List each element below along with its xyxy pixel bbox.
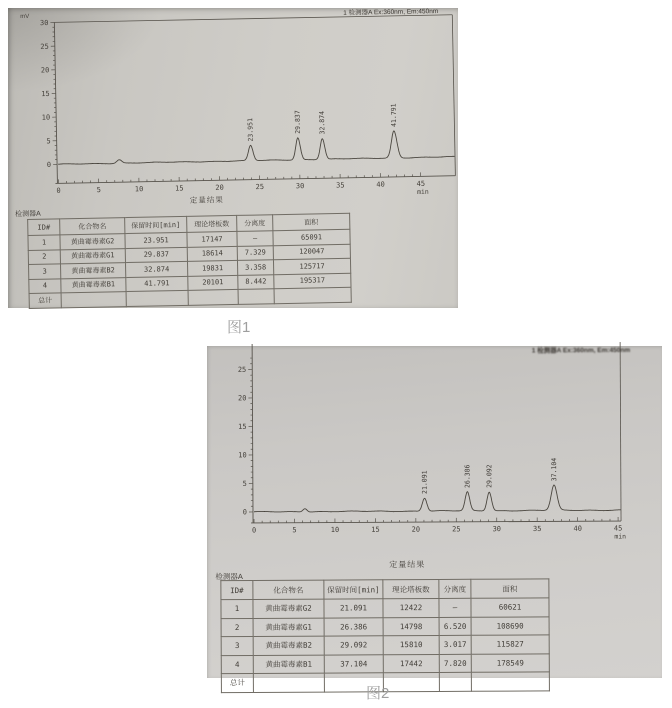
table-cell: 29.092	[324, 636, 383, 655]
x-tick-label: 20	[411, 525, 421, 534]
table-cell: 黄曲霉毒素G1	[253, 618, 324, 637]
table-cell: 7.329	[237, 245, 273, 260]
empty-cell	[126, 290, 188, 306]
photo2-content	[206, 345, 663, 688]
table-cell: 41.791	[126, 276, 188, 292]
table-cell: 6.520	[439, 617, 471, 636]
total-label-cell: 总计	[29, 293, 61, 308]
table-cell: 125717	[273, 258, 350, 274]
y-tick-label: 15	[41, 89, 50, 99]
x-tick-label: 25	[452, 525, 461, 534]
empty-cell	[253, 673, 324, 692]
table-cell: 17442	[383, 654, 439, 673]
table-cell: 黄曲霉毒素B2	[60, 263, 125, 279]
figure1-caption: 图1	[227, 319, 251, 336]
peak-label: 29.092	[485, 464, 494, 488]
x-axis-unit-label: min	[614, 532, 627, 541]
x-tick-label: 0	[251, 526, 257, 535]
table-header-row	[221, 579, 549, 600]
table-row	[221, 635, 549, 655]
table-cell: 178549	[471, 653, 549, 672]
quant-table-2	[220, 578, 550, 692]
table-cell: 115827	[471, 635, 549, 654]
x-tick-label: 30	[295, 182, 305, 191]
plot-right-border	[620, 342, 621, 521]
table-cell: 3.017	[439, 635, 471, 654]
chart-title: 1 检测器A Ex:360nm, Em:450nm	[343, 8, 439, 17]
table-cell: 7.820	[439, 654, 471, 673]
y-tick-label: 20	[237, 394, 247, 403]
detector-label-2: 检测器A	[215, 572, 243, 582]
table-cell: 8.442	[238, 274, 274, 289]
column-header: 面积	[273, 213, 350, 230]
y-axis-line	[252, 344, 253, 523]
table-cell: 1	[28, 235, 60, 250]
y-tick-label: 15	[238, 422, 247, 431]
column-header: 分离度	[439, 579, 471, 598]
photo1-content	[5, 4, 461, 313]
x-tick-label: 45	[613, 524, 623, 533]
column-header: 面积	[471, 579, 549, 598]
table-cell: 黄曲霉毒素B2	[253, 636, 324, 655]
peak-label: 23.951	[246, 117, 255, 142]
x-tick-label: 15	[371, 525, 380, 534]
table-row	[221, 653, 549, 673]
x-tick-label: 40	[573, 524, 582, 533]
table-cell: 108690	[471, 616, 549, 635]
y-tick-label: 10	[41, 113, 51, 122]
y-tick-label: 20	[40, 66, 50, 75]
table-cell: 60621	[471, 598, 549, 617]
empty-cell	[471, 672, 549, 691]
empty-cell	[383, 672, 439, 691]
table-cell: 32.874	[125, 261, 187, 277]
column-header: 分离度	[237, 215, 273, 232]
x-axis-unit-label: min	[416, 187, 429, 196]
y-tick-label: 30	[39, 19, 49, 28]
table-cell: 3.358	[237, 260, 273, 275]
chromatogram-trace	[58, 130, 455, 165]
quant-table-1	[27, 213, 352, 309]
column-header: ID#	[221, 580, 253, 599]
y-tick-label: 0	[46, 160, 52, 169]
table-cell: 26.386	[324, 617, 383, 636]
table-cell: 黄曲霉毒素B1	[253, 655, 324, 674]
y-tick-label: 25	[237, 365, 247, 374]
photo-chromatogram-report-2	[207, 346, 662, 688]
empty-cell	[61, 292, 126, 308]
x-tick-label: 10	[330, 525, 340, 535]
detector-label-1: 检测器A	[14, 210, 41, 219]
x-tick-label: 45	[416, 179, 426, 188]
y-axis-unit-label: mV	[20, 13, 30, 21]
plot-right-border	[452, 15, 455, 176]
table-cell: 17147	[187, 231, 237, 246]
empty-cell	[439, 672, 471, 691]
y-tick-label: 10	[238, 451, 247, 460]
column-header: 保留时间[min]	[324, 580, 383, 599]
table-cell: 195317	[274, 273, 351, 289]
table-cell: 2	[221, 618, 253, 637]
peak-label: 41.791	[389, 103, 399, 128]
peak-label: 26.386	[463, 464, 472, 489]
table-cell: 1	[221, 599, 253, 618]
empty-cell	[188, 289, 238, 304]
table-cell: 12422	[383, 598, 439, 617]
column-header: ID#	[28, 219, 60, 236]
y-tick-label: 5	[46, 137, 51, 146]
empty-cell	[274, 287, 351, 303]
peak-label: 37.104	[550, 457, 559, 482]
table-cell: 黄曲霉毒素B1	[61, 277, 126, 293]
photo-chromatogram-report-1	[8, 8, 458, 308]
x-tick-label: 20	[215, 183, 224, 192]
chromatogram-trace	[254, 485, 621, 513]
table-cell: 3	[29, 264, 61, 279]
empty-cell	[238, 289, 274, 304]
x-tick-label: 0	[56, 186, 61, 195]
table-cell: 黄曲霉毒素G1	[60, 248, 125, 264]
x-tick-label: 5	[96, 186, 102, 195]
table-cell: 23.951	[125, 232, 187, 248]
x-axis-line	[251, 521, 621, 523]
peak-label: 29.837	[293, 110, 302, 134]
x-tick-label: 15	[175, 184, 184, 193]
x-tick-label: 35	[533, 524, 542, 533]
table-cell: 19831	[187, 260, 237, 275]
column-header: 理论塔板数	[383, 579, 439, 598]
x-tick-label: 25	[255, 182, 265, 192]
table-cell: 29.837	[125, 247, 187, 263]
table-cell: 14798	[383, 617, 439, 636]
table-cell: 3	[221, 636, 253, 655]
x-tick-label: 40	[376, 180, 385, 189]
peak-label: 32.874	[317, 110, 327, 135]
table-cell: 37.104	[324, 654, 383, 673]
y-tick-label: 0	[242, 508, 248, 517]
x-tick-label: 10	[134, 185, 144, 194]
peak-label: 21.091	[420, 470, 429, 494]
figure2-caption: 图2	[366, 685, 390, 702]
table-cell: 黄曲霉毒素G2	[60, 234, 125, 250]
table-cell: 65091	[273, 229, 350, 245]
quant-result-title-2: 定量结果	[389, 560, 426, 570]
table-cell: 4	[29, 278, 61, 293]
x-tick-label: 5	[292, 526, 297, 535]
table-cell: 20101	[188, 275, 238, 290]
table-cell: 120047	[273, 244, 350, 260]
column-header: 化合物名	[60, 218, 125, 235]
y-tick-label: 25	[40, 42, 49, 51]
table-cell: —	[439, 598, 471, 617]
column-header: 理论塔板数	[187, 215, 237, 232]
table-cell: 21.091	[324, 599, 383, 618]
table-cell: 15810	[383, 635, 439, 654]
table-row	[221, 598, 549, 618]
table-row	[221, 616, 549, 636]
total-label-cell: 总计	[221, 673, 253, 692]
quant-result-title-1: 定量结果	[189, 195, 224, 205]
table-cell: 黄曲霉毒素G2	[253, 599, 324, 618]
table-cell: —	[237, 231, 273, 246]
chart-title: 1 检测器A Ex:360nm, Em:450nm	[531, 346, 631, 355]
table-cell: 2	[28, 249, 60, 264]
x-tick-label: 30	[492, 525, 502, 534]
x-tick-label: 35	[336, 181, 345, 190]
column-header: 化合物名	[253, 580, 324, 599]
table-cell: 4	[221, 655, 253, 674]
y-tick-label: 5	[242, 479, 247, 488]
column-header: 保留时间[min]	[125, 216, 187, 233]
table-cell: 18614	[187, 246, 237, 261]
